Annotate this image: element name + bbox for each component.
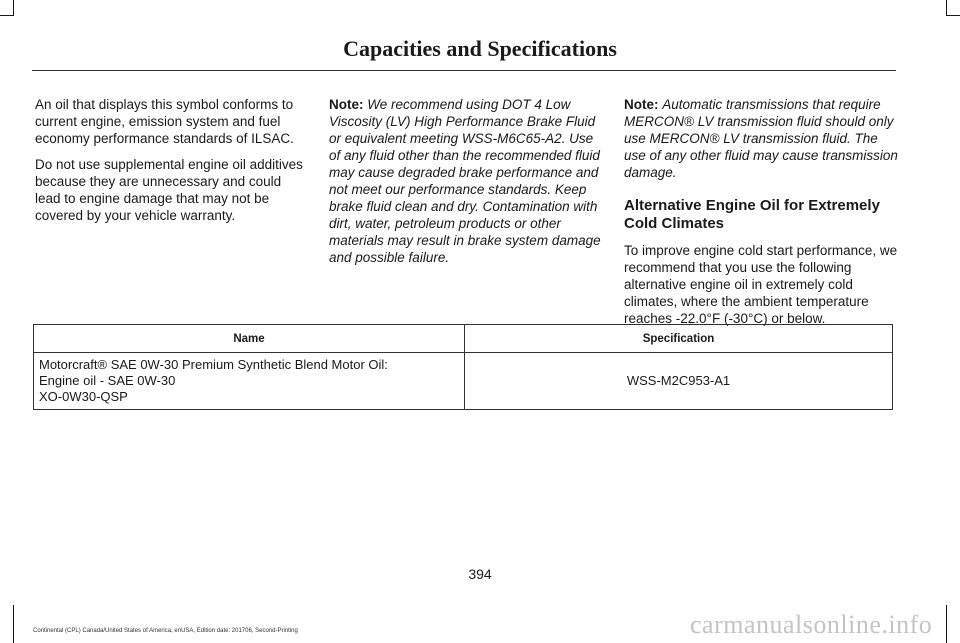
crop-mark-top-right-h: [946, 15, 960, 16]
name-cell: [34, 353, 465, 410]
page-title: Capacities and Specifications: [343, 36, 617, 61]
brake-fluid-note: [329, 96, 604, 266]
table-header-row: [34, 325, 893, 353]
transmission-note: [624, 96, 898, 181]
oil-spec-table: [33, 324, 893, 410]
crop-mark-bottom-right: [946, 605, 947, 643]
specification-cell: WSS-M2C953-A1: [465, 353, 893, 410]
footer-edition-text: Continental (CPL) Canada/United States of America, enUSA, Edition date: 201706, Second-Printing: [33, 628, 298, 634]
watermark: carmanualsonline.info: [690, 610, 933, 639]
ilsac-paragraph: An oil that displays this symbol conforms to current engine, emission system and fuel economy performance standards of ILSAC.: [35, 97, 294, 146]
crop-mark-top-right: [946, 0, 947, 16]
column-header-name: Name: [34, 325, 465, 353]
note-label: Note:: [329, 97, 364, 112]
left-column: [35, 96, 305, 233]
page-number: 394: [468, 566, 492, 582]
name-line: XO-0W30-QSP: [39, 389, 128, 404]
note-label: Note:: [624, 97, 659, 112]
crop-mark-bottom-left: [13, 605, 14, 643]
right-column: [624, 96, 898, 336]
section-heading: Alternative Engine Oil for Extremely Cold Climates: [624, 197, 880, 232]
table-row: [34, 353, 893, 410]
middle-column: [329, 96, 604, 275]
crop-mark-top-left: [13, 0, 14, 16]
column-header-specification: Specification: [465, 325, 893, 353]
header-rule: [32, 70, 896, 71]
additives-paragraph: Do not use supplemental engine oil additives because they are unnecessary and could lead to engine damage that may not be covered by your vehicle warranty.: [35, 157, 303, 223]
name-line: Motorcraft® SAE 0W-30 Premium Synthetic Blend Motor Oil:: [39, 357, 388, 372]
cold-climate-paragraph: To improve engine cold start performance, we recommend that you use the following alternative engine oil in extremely cold climates, where the ambient temperature reaches -22.0°F (-30°C) or below.: [624, 243, 898, 326]
name-line: Engine oil - SAE 0W-30: [39, 373, 176, 388]
note-text: We recommend using DOT 4 Low Viscosity (LV) High Performance Brake Fluid or equivalent meeting WSS-M6C65-A2. Use of any fluid other than the recommended fluid may cause degraded brake performance and not meet our performance standards. Keep brake fluid clean and dry. Contamination with dirt, water, petroleum products or other materials may result in brake system damage and possible failure.: [329, 97, 601, 265]
note-text: Automatic transmissions that require MERCON® LV transmission fluid should only use MERCON® LV transmission fluid. The use of any other fluid may cause transmission damage.: [624, 97, 898, 180]
crop-mark-top-left-h: [0, 15, 14, 16]
